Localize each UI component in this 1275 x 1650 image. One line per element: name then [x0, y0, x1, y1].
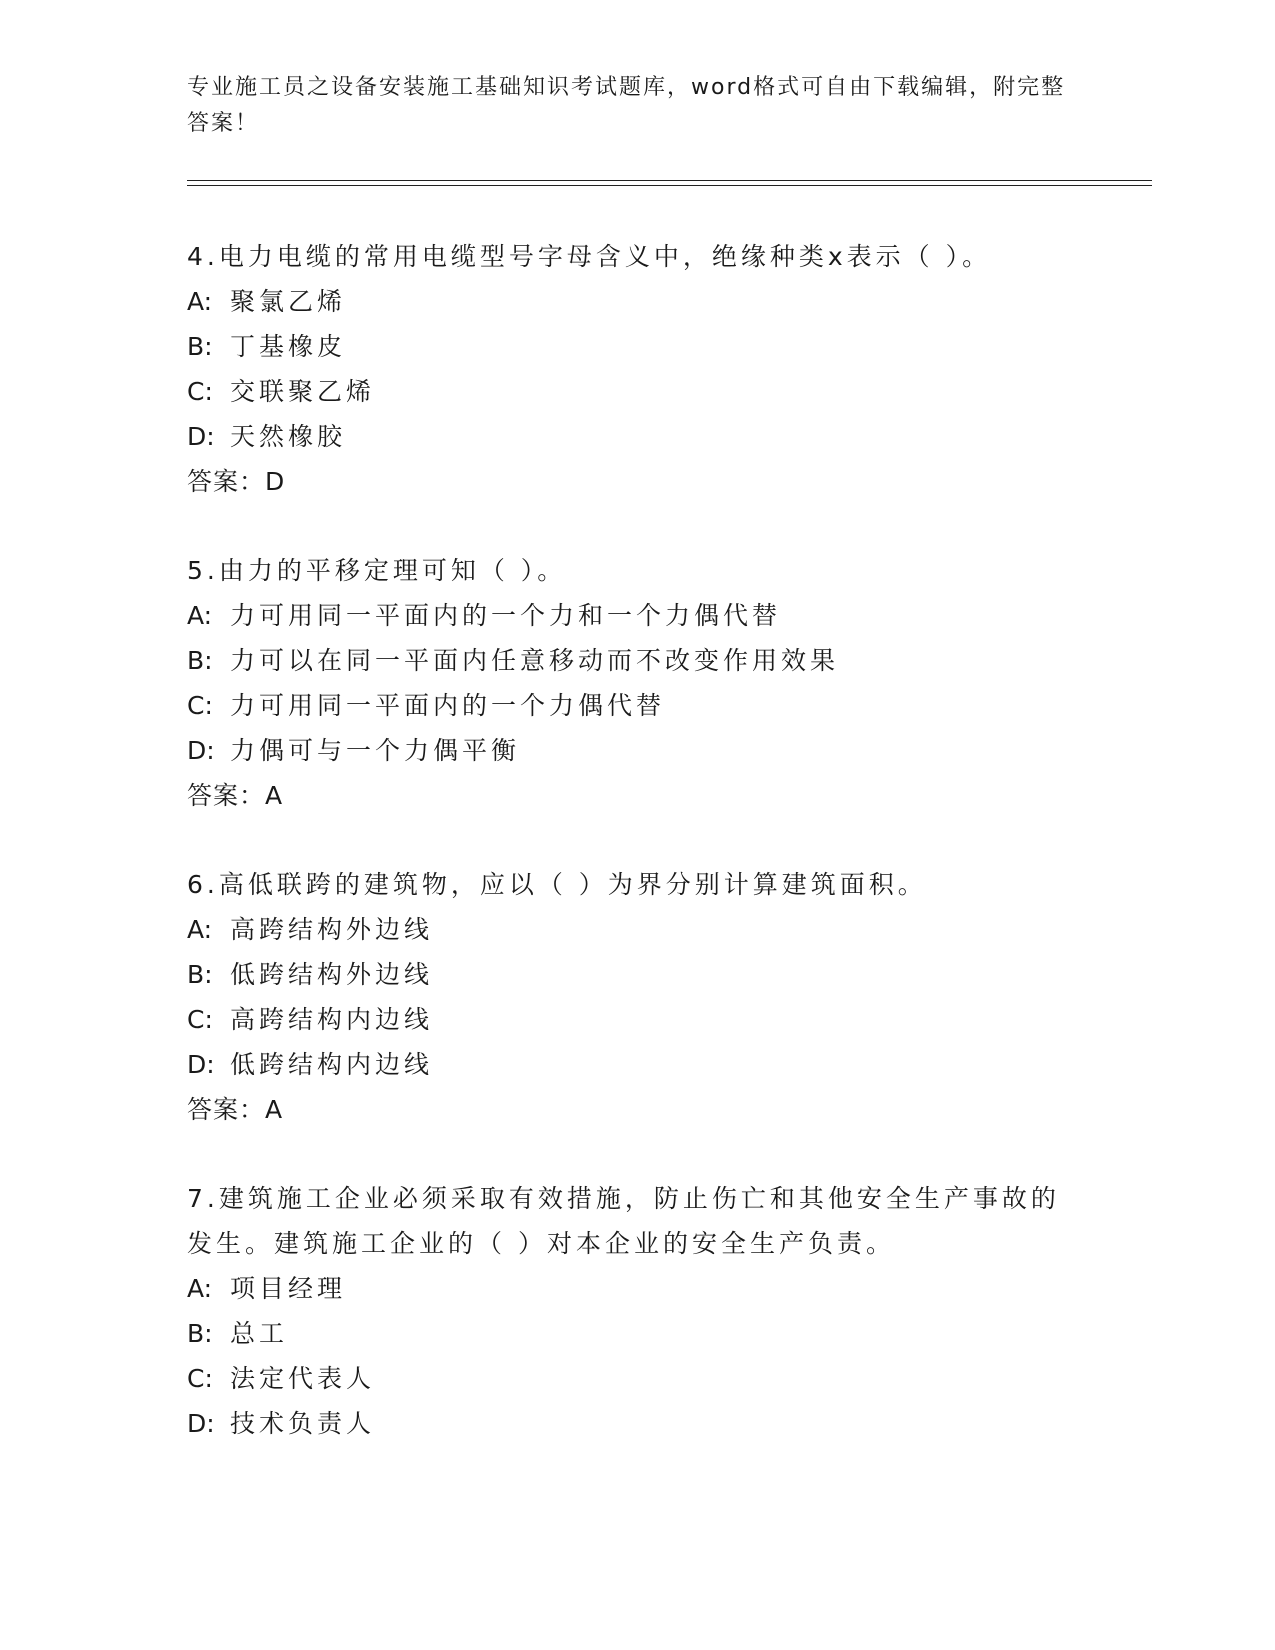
option-key: B: — [187, 1319, 213, 1348]
answer-line: 答案：A — [187, 1095, 284, 1124]
question-stem: 7.建筑施工企业必须采取有效措施，防止伤亡和其他安全生产事故的发生。建筑施工企业的（ ）对本企业的安全生产负责。 — [187, 1184, 1060, 1258]
option-key: B: — [187, 960, 213, 989]
answer-line: 答案：D — [187, 467, 286, 496]
option-key: C: — [187, 1364, 213, 1393]
option-text: 技术负责人 — [230, 1409, 376, 1438]
option-text: 低跨结构内边线 — [230, 1050, 434, 1079]
option-key: A: — [187, 1274, 213, 1303]
option-b — [187, 952, 1087, 997]
option-b — [187, 638, 1087, 683]
option-text: 力可以在同一平面内任意移动而不改变作用效果 — [230, 646, 840, 675]
option-b — [187, 1311, 1087, 1356]
option-key: B: — [187, 646, 213, 675]
option-c — [187, 997, 1087, 1042]
option-d — [187, 728, 1087, 773]
option-text: 低跨结构外边线 — [230, 960, 434, 989]
question-stem: 6.高低联跨的建筑物，应以（ ）为界分别计算建筑面积。 — [187, 870, 927, 899]
option-key: A: — [187, 601, 213, 630]
header-divider-bottom — [187, 185, 1152, 186]
option-text: 高跨结构外边线 — [230, 915, 434, 944]
option-d — [187, 1042, 1087, 1087]
option-a — [187, 593, 1087, 638]
option-key: B: — [187, 332, 213, 361]
option-text: 高跨结构内边线 — [230, 1005, 434, 1034]
option-b — [187, 324, 1087, 369]
option-key: C: — [187, 691, 213, 720]
option-key: D: — [187, 422, 215, 451]
option-c — [187, 1356, 1087, 1401]
option-text: 法定代表人 — [230, 1364, 376, 1393]
answer-line: 答案：A — [187, 781, 284, 810]
question-stem: 4.电力电缆的常用电缆型号字母含义中，绝缘种类x表示（ ）。 — [187, 242, 992, 271]
option-text: 丁基橡皮 — [230, 332, 347, 361]
option-key: D: — [187, 1050, 215, 1079]
option-a — [187, 279, 1087, 324]
option-text: 总工 — [230, 1319, 289, 1348]
question-4 — [187, 234, 1087, 504]
option-text: 天然橡胶 — [230, 422, 347, 451]
option-key: A: — [187, 287, 213, 316]
option-c — [187, 369, 1087, 414]
option-key: D: — [187, 1409, 215, 1438]
header-divider-top — [187, 180, 1152, 181]
option-text: 项目经理 — [230, 1274, 347, 1303]
option-key: C: — [187, 1005, 213, 1034]
option-key: A: — [187, 915, 213, 944]
option-text: 力可用同一平面内的一个力和一个力偶代替 — [230, 601, 782, 630]
question-5 — [187, 548, 1087, 818]
question-list — [187, 234, 1087, 1490]
option-key: C: — [187, 377, 213, 406]
question-7 — [187, 1176, 1087, 1446]
question-stem: 5.由力的平移定理可知（ ）。 — [187, 556, 567, 585]
option-text: 聚氯乙烯 — [230, 287, 347, 316]
option-a — [187, 907, 1087, 952]
option-d — [187, 1401, 1087, 1446]
document-header: 专业施工员之设备安装施工基础知识考试题库，word格式可自由下载编辑，附完整答案！ — [187, 75, 1066, 136]
option-text: 力可用同一平面内的一个力偶代替 — [230, 691, 666, 720]
option-text: 力偶可与一个力偶平衡 — [230, 736, 521, 765]
option-d — [187, 414, 1087, 459]
option-c — [187, 683, 1087, 728]
question-6 — [187, 862, 1087, 1132]
option-text: 交联聚乙烯 — [230, 377, 376, 406]
option-key: D: — [187, 736, 215, 765]
option-a — [187, 1266, 1087, 1311]
